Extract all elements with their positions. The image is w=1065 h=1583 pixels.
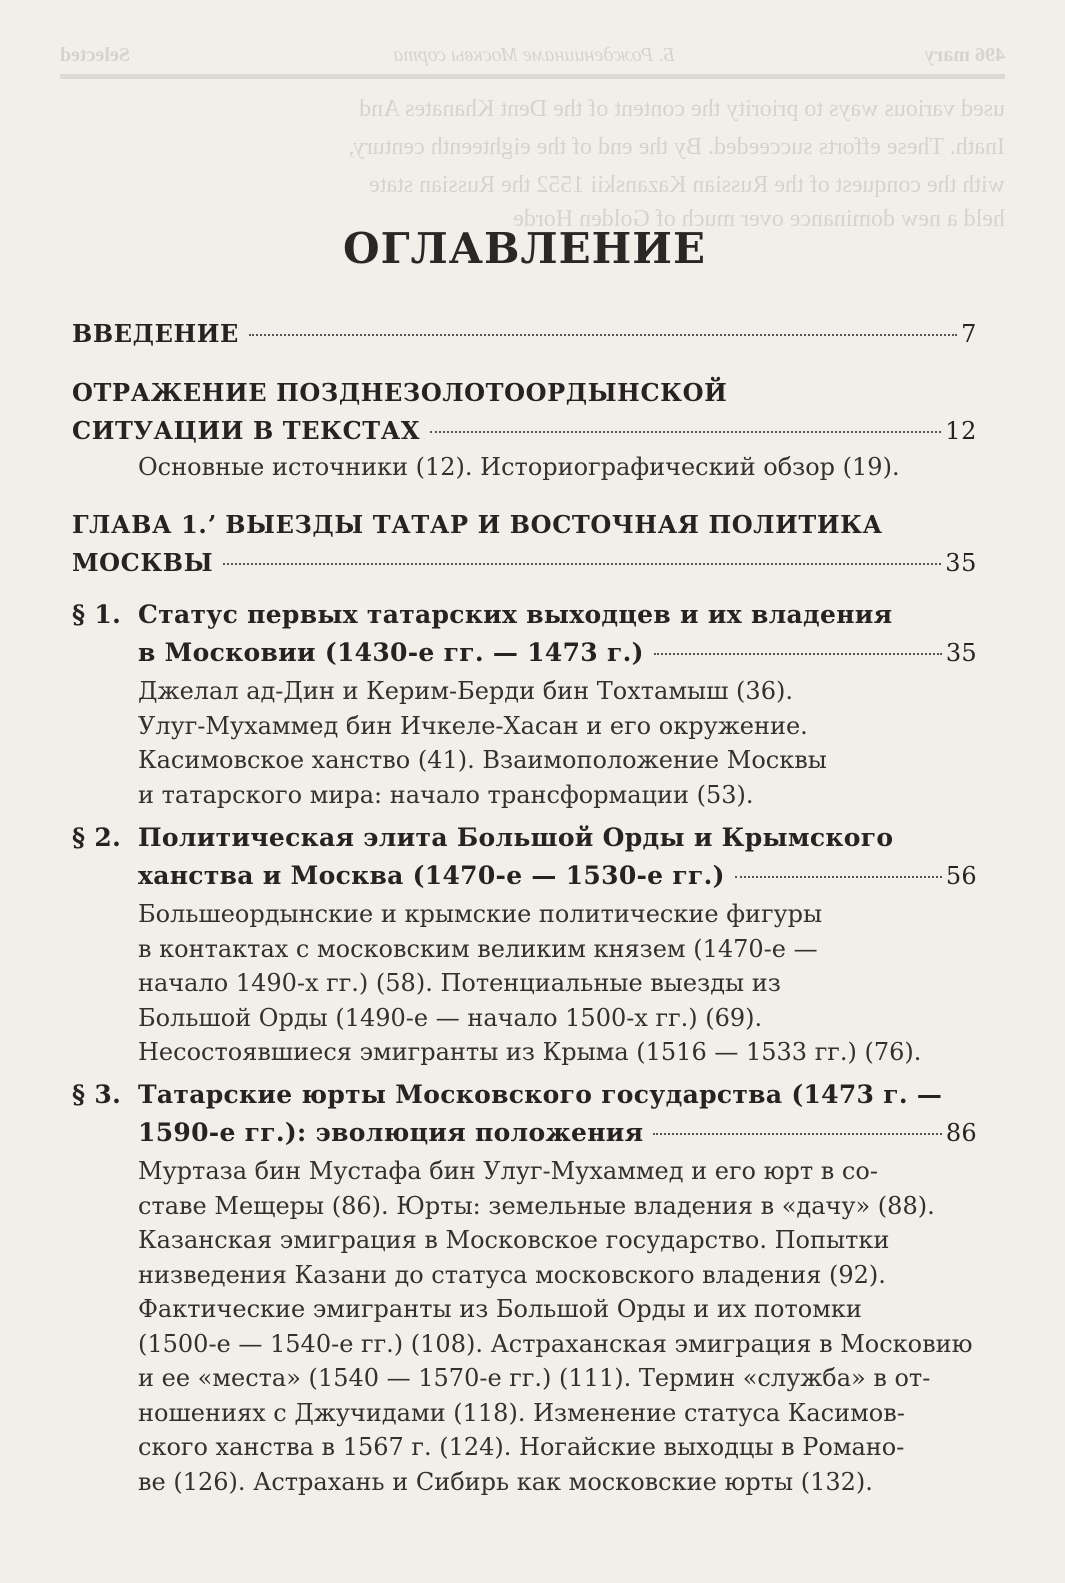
bleed-header-left: 496 mary xyxy=(924,44,1005,66)
toc-entry-title-line2: МОСКВЫ xyxy=(72,548,214,577)
page-number: 56 xyxy=(945,862,977,890)
bleed-header-center: Б. Рождениинаме Москвы сорта xyxy=(393,44,675,66)
description-line: начало 1490-х гг.) (58). Потенциальные выезды из xyxy=(138,969,781,997)
description-line: Касимовское ханство (41). Взаимоположение Москвы xyxy=(138,746,827,774)
bleed-header xyxy=(60,44,1005,70)
section-description xyxy=(72,1154,977,1499)
toc-entry-chapter-1[interactable] xyxy=(72,506,977,582)
description-line: и ее «места» (1540 — 1570-е гг.) (111). Термин «служба» в от- xyxy=(138,1364,931,1392)
description-line: ставе Мещеры (86). Юрты: земельные владения в «дачу» (88). xyxy=(138,1191,935,1220)
toc-heading-line xyxy=(72,857,977,895)
toc-entry-reflection[interactable] xyxy=(72,374,977,485)
dot-leader xyxy=(249,334,957,336)
description-line: ве (126). Астрахань и Сибирь как московские юрты (132). xyxy=(138,1467,873,1496)
section-description xyxy=(72,897,977,1070)
dot-leader xyxy=(223,563,941,565)
section-title-line1: Татарские юрты Московского государства (1473 г. — xyxy=(138,1080,943,1109)
page-number: 35 xyxy=(945,639,977,667)
toc-heading-line xyxy=(72,506,977,544)
toc-entry-section-3[interactable] xyxy=(72,1076,977,1499)
description-line: ношениях с Джучидами (118). Изменение статуса Касимов- xyxy=(138,1398,905,1427)
bleed-line: used various ways to priority the content of the Dent Khanates And xyxy=(359,96,1005,122)
description-line: Несостоявшиеся эмигранты из Крыма (1516 — 1533 гг.) (76). xyxy=(138,1038,922,1066)
toc-heading-line xyxy=(72,634,977,672)
toc-entry-title-line1: ГЛАВА 1.ʼ ВЫЕЗДЫ ТАТАР И ВОСТОЧНАЯ ПОЛИТИКА xyxy=(72,510,883,539)
toc-heading-line xyxy=(72,819,977,857)
section-number: § 3. xyxy=(72,1080,122,1109)
page-number: 35 xyxy=(945,549,977,577)
toc-heading-line xyxy=(72,1076,977,1114)
section-title-line2: в Московии (1430-е гг. — 1473 г.) xyxy=(138,638,644,667)
description-line: в контактах с московским великим князем (1470-е — xyxy=(138,934,818,963)
toc-entry-section-1[interactable] xyxy=(72,596,977,812)
toc-heading-line xyxy=(72,412,977,450)
description-line: (1500-е — 1540-е гг.) (108). Астраханская эмиграция в Московию xyxy=(138,1329,973,1358)
dot-leader xyxy=(653,1133,941,1135)
bleed-line: with the conquest of the Russian Kazanskii 1552 the Russian state xyxy=(369,172,1005,198)
toc-heading-line xyxy=(72,544,977,582)
dot-leader xyxy=(735,876,942,878)
page-title: ОГЛАВЛЕНИЕ xyxy=(343,224,706,273)
description-line: Казанская эмиграция в Московское государство. Попытки xyxy=(138,1226,890,1254)
toc-entry-intro[interactable] xyxy=(72,315,977,353)
description-line: ского ханства в 1567 г. (124). Ногайские выходцы в Романо- xyxy=(138,1433,905,1461)
section-number: § 2. xyxy=(72,823,122,852)
toc-heading-line xyxy=(72,315,977,353)
section-title-line1: Политическая элита Большой Орды и Крымского xyxy=(138,823,894,852)
description-line: Джелал ад-Дин и Керим-Берди бин Тохтамыш (36). xyxy=(138,677,793,705)
description-line: Муртаза бин Мустафа бин Улуг-Мухаммед и его юрт в со- xyxy=(138,1157,878,1185)
bleed-rule xyxy=(60,74,1005,79)
dot-leader xyxy=(430,431,941,433)
toc-entry-section-2[interactable] xyxy=(72,819,977,1070)
description-line: Большой Орды (1490-е — начало 1500-х гг.) (69). xyxy=(138,1003,763,1032)
description-line: Большеордынские и крымские политические фигуры xyxy=(138,900,823,928)
description-line: Основные источники (12). Историографический обзор (19). xyxy=(138,453,900,481)
toc-heading-line xyxy=(72,1114,977,1152)
section-title-line2: 1590-е гг.): эволюция положения xyxy=(138,1118,644,1147)
page-number: 12 xyxy=(945,417,977,445)
description-line: низведения Казани до статуса московского владения (92). xyxy=(138,1260,886,1289)
description-line: Фактические эмигранты из Большой Орды и их потомки xyxy=(138,1295,862,1323)
bleed-line: held a new dominance over much of Golden Horde xyxy=(513,206,1005,232)
bleed-line: Inath. These efforts succeeded. By the end of the eighteenth century, xyxy=(348,134,1005,160)
toc-entry-title: ВВЕДЕНИЕ xyxy=(72,319,239,348)
section-number: § 1. xyxy=(72,600,122,629)
dot-leader xyxy=(654,653,942,655)
toc-entry-description xyxy=(72,450,977,485)
bleed-header-right: Selected xyxy=(60,44,130,66)
section-title-line1: Статус первых татарских выходцев и их владения xyxy=(138,600,893,629)
bleed-through-text xyxy=(60,0,1005,230)
page-number: 7 xyxy=(961,320,977,348)
toc-entry-title-line2: СИТУАЦИИ В ТЕКСТАХ xyxy=(72,416,421,445)
section-description xyxy=(72,674,977,812)
toc-entry-title-line1: ОТРАЖЕНИЕ ПОЗДНЕЗОЛОТООРДЫНСКОЙ xyxy=(72,378,728,407)
description-line: Улуг-Мухаммед бин Ичкеле-Хасан и его окружение. xyxy=(138,711,808,740)
toc-heading-line xyxy=(72,374,977,412)
page-number: 86 xyxy=(945,1119,977,1147)
section-title-line2: ханства и Москва (1470-е — 1530-е гг.) xyxy=(138,861,725,890)
description-line: и татарского мира: начало трансформации (53). xyxy=(138,780,754,809)
toc-heading-line xyxy=(72,596,977,634)
